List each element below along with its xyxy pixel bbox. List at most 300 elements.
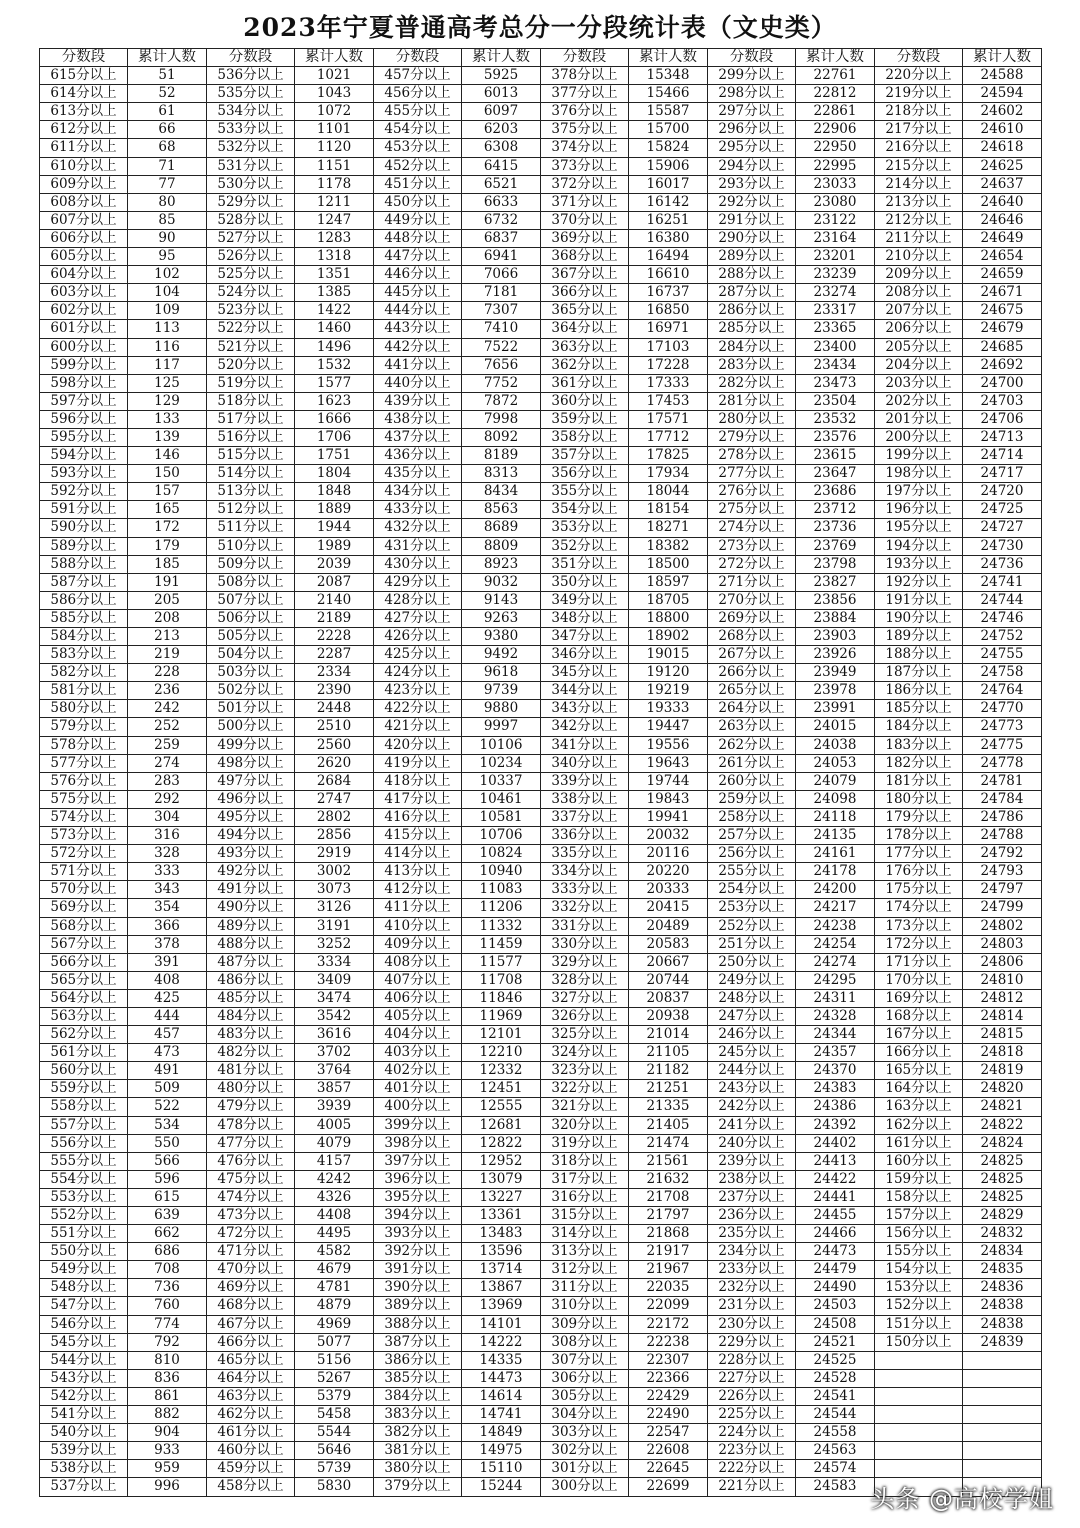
cumulative-count-cell: 22307	[629, 1351, 708, 1369]
cumulative-count-cell: 16850	[629, 302, 708, 320]
score-cell: 475分以上	[207, 1170, 295, 1188]
cumulative-count-cell	[963, 1460, 1042, 1478]
cumulative-count-cell: 24781	[963, 772, 1042, 790]
score-cell: 579分以上	[40, 718, 128, 736]
cumulative-count-cell: 24649	[963, 229, 1042, 247]
cumulative-count-cell: 172	[128, 519, 207, 537]
cumulative-count-cell: 5646	[295, 1442, 374, 1460]
table-row	[40, 718, 1042, 736]
cumulative-count-cell: 534	[128, 1116, 207, 1134]
score-cell: 574分以上	[40, 808, 128, 826]
cumulative-count-cell: 24422	[796, 1170, 875, 1188]
cumulative-count-cell: 6308	[462, 139, 541, 157]
table-row	[40, 591, 1042, 609]
cumulative-count-cell: 24135	[796, 827, 875, 845]
cumulative-count-cell: 13867	[462, 1279, 541, 1297]
cumulative-count-cell: 491	[128, 1062, 207, 1080]
cumulative-count-cell: 5267	[295, 1369, 374, 1387]
score-cell: 382分以上	[374, 1424, 462, 1442]
score-cell: 542分以上	[40, 1387, 128, 1405]
header-cell: 累计人数	[629, 49, 708, 67]
cumulative-count-cell: 15244	[462, 1478, 541, 1496]
cumulative-count-cell: 836	[128, 1369, 207, 1387]
score-cell: 572分以上	[40, 845, 128, 863]
cumulative-count-cell: 68	[128, 139, 207, 157]
cumulative-count-cell: 85	[128, 211, 207, 229]
cumulative-count-cell: 129	[128, 392, 207, 410]
score-cell: 602分以上	[40, 302, 128, 320]
cumulative-count-cell: 12555	[462, 1098, 541, 1116]
score-cell: 507分以上	[207, 591, 295, 609]
score-cell: 174分以上	[875, 899, 963, 917]
table-row	[40, 845, 1042, 863]
cumulative-count-cell: 24838	[963, 1315, 1042, 1333]
score-cell: 290分以上	[708, 229, 796, 247]
cumulative-count-cell: 11846	[462, 989, 541, 1007]
cumulative-count-cell: 24685	[963, 338, 1042, 356]
cumulative-count-cell: 1706	[295, 428, 374, 446]
cumulative-count-cell: 24675	[963, 302, 1042, 320]
cumulative-count-cell: 22861	[796, 103, 875, 121]
cumulative-count-cell: 6415	[462, 157, 541, 175]
cumulative-count-cell: 15824	[629, 139, 708, 157]
score-cell: 257分以上	[708, 827, 796, 845]
score-cell: 351分以上	[541, 555, 629, 573]
score-cell: 566分以上	[40, 953, 128, 971]
score-cell: 224分以上	[708, 1424, 796, 1442]
score-cell: 194分以上	[875, 537, 963, 555]
score-cell: 466分以上	[207, 1333, 295, 1351]
score-cell: 352分以上	[541, 537, 629, 555]
score-cell: 518分以上	[207, 392, 295, 410]
score-cell: 442分以上	[374, 338, 462, 356]
score-cell: 293分以上	[708, 175, 796, 193]
score-cell: 317分以上	[541, 1170, 629, 1188]
cumulative-count-cell: 24098	[796, 790, 875, 808]
cumulative-count-cell: 24834	[963, 1243, 1042, 1261]
cumulative-count-cell: 19941	[629, 808, 708, 826]
score-cell: 548分以上	[40, 1279, 128, 1297]
cumulative-count-cell: 5077	[295, 1333, 374, 1351]
cumulative-count-cell: 444	[128, 1007, 207, 1025]
cumulative-count-cell: 133	[128, 410, 207, 428]
cumulative-count-cell: 333	[128, 863, 207, 881]
score-cell: 393分以上	[374, 1225, 462, 1243]
score-cell: 599分以上	[40, 356, 128, 374]
score-cell: 308分以上	[541, 1333, 629, 1351]
score-cell: 356分以上	[541, 465, 629, 483]
score-cell: 334分以上	[541, 863, 629, 881]
cumulative-count-cell: 1623	[295, 392, 374, 410]
score-cell: 522分以上	[207, 320, 295, 338]
score-cell: 300分以上	[541, 1478, 629, 1496]
cumulative-count-cell: 24618	[963, 139, 1042, 157]
table-row	[40, 501, 1042, 519]
cumulative-count-cell: 304	[128, 808, 207, 826]
score-cell: 239分以上	[708, 1152, 796, 1170]
score-cell: 262分以上	[708, 736, 796, 754]
cumulative-count-cell: 15700	[629, 121, 708, 139]
score-cell: 284分以上	[708, 338, 796, 356]
cumulative-count-cell: 1072	[295, 103, 374, 121]
cumulative-count-cell: 2856	[295, 827, 374, 845]
score-cell: 610分以上	[40, 157, 128, 175]
cumulative-count-cell	[963, 1369, 1042, 1387]
score-cell: 202分以上	[875, 392, 963, 410]
score-cell: 480分以上	[207, 1080, 295, 1098]
cumulative-count-cell: 24758	[963, 664, 1042, 682]
score-cell: 230分以上	[708, 1315, 796, 1333]
score-cell: 436分以上	[374, 447, 462, 465]
cumulative-count-cell	[963, 1387, 1042, 1405]
score-cell: 407分以上	[374, 971, 462, 989]
cumulative-count-cell: 71	[128, 157, 207, 175]
cumulative-count-cell: 3334	[295, 953, 374, 971]
table-row	[40, 664, 1042, 682]
score-cell: 376分以上	[541, 103, 629, 121]
cumulative-count-cell: 14741	[462, 1406, 541, 1424]
score-cell: 164分以上	[875, 1080, 963, 1098]
score-cell: 223分以上	[708, 1442, 796, 1460]
score-cell: 513分以上	[207, 483, 295, 501]
score-cell: 478分以上	[207, 1116, 295, 1134]
cumulative-count-cell: 774	[128, 1315, 207, 1333]
cumulative-count-cell: 4969	[295, 1315, 374, 1333]
cumulative-count-cell: 24815	[963, 1026, 1042, 1044]
cumulative-count-cell: 95	[128, 248, 207, 266]
cumulative-count-cell: 24544	[796, 1406, 875, 1424]
cumulative-count-cell: 3073	[295, 881, 374, 899]
page-title: 2023年宁夏普通高考总分一分段统计表（文史类）	[243, 13, 837, 42]
score-cell: 314分以上	[541, 1225, 629, 1243]
cumulative-count-cell: 12101	[462, 1026, 541, 1044]
cumulative-count-cell: 8923	[462, 555, 541, 573]
cumulative-count-cell: 24746	[963, 609, 1042, 627]
cumulative-count-cell: 686	[128, 1243, 207, 1261]
score-cell: 586分以上	[40, 591, 128, 609]
score-cell: 215分以上	[875, 157, 963, 175]
score-cell: 432分以上	[374, 519, 462, 537]
header-cell: 分数段	[207, 49, 295, 67]
table-row	[40, 85, 1042, 103]
cumulative-count-cell: 52	[128, 85, 207, 103]
score-cell: 473分以上	[207, 1207, 295, 1225]
score-cell: 374分以上	[541, 139, 629, 157]
cumulative-count-cell: 23769	[796, 537, 875, 555]
table-row	[40, 790, 1042, 808]
score-cell: 375分以上	[541, 121, 629, 139]
cumulative-count-cell: 16380	[629, 229, 708, 247]
cumulative-count-cell: 24802	[963, 917, 1042, 935]
cumulative-count-cell: 9032	[462, 573, 541, 591]
score-cell: 576分以上	[40, 772, 128, 790]
cumulative-count-cell: 366	[128, 917, 207, 935]
score-cell: 365分以上	[541, 302, 629, 320]
table-row	[40, 121, 1042, 139]
cumulative-count-cell: 24118	[796, 808, 875, 826]
cumulative-count-cell: 328	[128, 845, 207, 863]
cumulative-count-cell: 7872	[462, 392, 541, 410]
table-row	[40, 1188, 1042, 1206]
table-row	[40, 157, 1042, 175]
cumulative-count-cell: 23164	[796, 229, 875, 247]
cumulative-count-cell: 1889	[295, 501, 374, 519]
score-cell: 422分以上	[374, 700, 462, 718]
table-row	[40, 483, 1042, 501]
cumulative-count-cell: 615	[128, 1188, 207, 1206]
cumulative-count-cell: 23903	[796, 628, 875, 646]
score-cell: 456分以上	[374, 85, 462, 103]
score-cell: 452分以上	[374, 157, 462, 175]
score-cell: 218分以上	[875, 103, 963, 121]
cumulative-count-cell: 10461	[462, 790, 541, 808]
score-cell: 515分以上	[207, 447, 295, 465]
cumulative-count-cell: 10706	[462, 827, 541, 845]
cumulative-count-cell: 708	[128, 1261, 207, 1279]
score-cell: 528分以上	[207, 211, 295, 229]
cumulative-count-cell: 18271	[629, 519, 708, 537]
table-row	[40, 1062, 1042, 1080]
cumulative-count-cell: 102	[128, 266, 207, 284]
score-cell: 186分以上	[875, 682, 963, 700]
score-cell: 336分以上	[541, 827, 629, 845]
score-cell: 388分以上	[374, 1315, 462, 1333]
cumulative-count-cell: 24736	[963, 555, 1042, 573]
cumulative-count-cell: 23991	[796, 700, 875, 718]
cumulative-count-cell: 24741	[963, 573, 1042, 591]
score-cell: 508分以上	[207, 573, 295, 591]
score-cell: 492分以上	[207, 863, 295, 881]
cumulative-count-cell: 18597	[629, 573, 708, 591]
header-cell: 分数段	[875, 49, 963, 67]
score-cell: 179分以上	[875, 808, 963, 826]
cumulative-count-cell: 24806	[963, 953, 1042, 971]
cumulative-count-cell: 11083	[462, 881, 541, 899]
score-cell: 360分以上	[541, 392, 629, 410]
score-cell: 501分以上	[207, 700, 295, 718]
cumulative-count-cell: 11577	[462, 953, 541, 971]
cumulative-count-cell: 316	[128, 827, 207, 845]
cumulative-count-cell: 21561	[629, 1152, 708, 1170]
table-row	[40, 1098, 1042, 1116]
cumulative-count-cell: 24466	[796, 1225, 875, 1243]
cumulative-count-cell: 24541	[796, 1387, 875, 1405]
score-cell: 477分以上	[207, 1134, 295, 1152]
table-row	[40, 175, 1042, 193]
score-cell: 604分以上	[40, 266, 128, 284]
cumulative-count-cell: 19333	[629, 700, 708, 718]
table-row	[40, 628, 1042, 646]
score-cell: 497分以上	[207, 772, 295, 790]
cumulative-count-cell: 2684	[295, 772, 374, 790]
score-cell: 578分以上	[40, 736, 128, 754]
cumulative-count-cell: 77	[128, 175, 207, 193]
score-cell: 362分以上	[541, 356, 629, 374]
cumulative-count-cell: 6941	[462, 248, 541, 266]
cumulative-count-cell: 408	[128, 971, 207, 989]
cumulative-count-cell: 904	[128, 1424, 207, 1442]
score-cell: 410分以上	[374, 917, 462, 935]
cumulative-count-cell: 7410	[462, 320, 541, 338]
score-cell: 546分以上	[40, 1315, 128, 1333]
score-cell: 533分以上	[207, 121, 295, 139]
score-cell: 405分以上	[374, 1007, 462, 1025]
cumulative-count-cell: 24819	[963, 1062, 1042, 1080]
cumulative-count-cell: 17333	[629, 374, 708, 392]
table-row	[40, 1243, 1042, 1261]
score-cell: 603分以上	[40, 284, 128, 302]
cumulative-count-cell: 24793	[963, 863, 1042, 881]
cumulative-count-cell: 24328	[796, 1007, 875, 1025]
score-cell: 568分以上	[40, 917, 128, 935]
score-cell: 416分以上	[374, 808, 462, 826]
table-row	[40, 410, 1042, 428]
cumulative-count-cell: 20032	[629, 827, 708, 845]
score-cell: 191分以上	[875, 591, 963, 609]
cumulative-count-cell: 1577	[295, 374, 374, 392]
cumulative-count-cell: 24744	[963, 591, 1042, 609]
score-cell: 173分以上	[875, 917, 963, 935]
watermark: 头条 @高校学姐	[870, 1485, 1054, 1513]
cumulative-count-cell: 7998	[462, 410, 541, 428]
cumulative-count-cell: 13714	[462, 1261, 541, 1279]
cumulative-count-cell: 2287	[295, 646, 374, 664]
cumulative-count-cell: 24720	[963, 483, 1042, 501]
score-cell	[875, 1424, 963, 1442]
score-cell: 431分以上	[374, 537, 462, 555]
score-cell: 331分以上	[541, 917, 629, 935]
score-cell: 210分以上	[875, 248, 963, 266]
score-cell: 364分以上	[541, 320, 629, 338]
score-cell: 264分以上	[708, 700, 796, 718]
cumulative-count-cell: 933	[128, 1442, 207, 1460]
cumulative-count-cell: 14975	[462, 1442, 541, 1460]
score-cell: 552分以上	[40, 1207, 128, 1225]
cumulative-count-cell	[963, 1351, 1042, 1369]
cumulative-count-cell: 23615	[796, 447, 875, 465]
score-cell: 411分以上	[374, 899, 462, 917]
score-cell: 559分以上	[40, 1080, 128, 1098]
cumulative-count-cell: 1989	[295, 537, 374, 555]
cumulative-count-cell: 23201	[796, 248, 875, 266]
score-cell: 180分以上	[875, 790, 963, 808]
score-cell: 159分以上	[875, 1170, 963, 1188]
score-cell: 261分以上	[708, 754, 796, 772]
score-cell: 321分以上	[541, 1098, 629, 1116]
score-cell: 267分以上	[708, 646, 796, 664]
cumulative-count-cell: 24610	[963, 121, 1042, 139]
score-cell: 597分以上	[40, 392, 128, 410]
table-row	[40, 863, 1042, 881]
score-cell: 531分以上	[207, 157, 295, 175]
score-cell: 197分以上	[875, 483, 963, 501]
score-cell: 265分以上	[708, 682, 796, 700]
cumulative-count-cell: 10234	[462, 754, 541, 772]
cumulative-count-cell: 23365	[796, 320, 875, 338]
score-cell: 348分以上	[541, 609, 629, 627]
cumulative-count-cell: 24637	[963, 175, 1042, 193]
cumulative-count-cell: 51	[128, 67, 207, 85]
score-cell: 207分以上	[875, 302, 963, 320]
table-row	[40, 519, 1042, 537]
cumulative-count-cell: 14473	[462, 1369, 541, 1387]
cumulative-count-cell: 24770	[963, 700, 1042, 718]
cumulative-count-cell: 24820	[963, 1080, 1042, 1098]
score-cell: 366分以上	[541, 284, 629, 302]
score-cell: 613分以上	[40, 103, 128, 121]
score-cell: 216分以上	[875, 139, 963, 157]
table-row	[40, 573, 1042, 591]
table-row	[40, 1333, 1042, 1351]
cumulative-count-cell: 23080	[796, 193, 875, 211]
score-cell: 391分以上	[374, 1261, 462, 1279]
score-cell: 438分以上	[374, 410, 462, 428]
cumulative-count-cell: 959	[128, 1460, 207, 1478]
cumulative-count-cell: 24778	[963, 754, 1042, 772]
score-cell: 415分以上	[374, 827, 462, 845]
score-cell: 488分以上	[207, 935, 295, 953]
score-cell: 551分以上	[40, 1225, 128, 1243]
score-cell: 280分以上	[708, 410, 796, 428]
cumulative-count-cell: 2189	[295, 609, 374, 627]
cumulative-count-cell: 19219	[629, 682, 708, 700]
score-cell: 408分以上	[374, 953, 462, 971]
cumulative-count-cell: 150	[128, 465, 207, 483]
cumulative-count-cell: 1351	[295, 266, 374, 284]
score-cell: 203分以上	[875, 374, 963, 392]
cumulative-count-cell: 274	[128, 754, 207, 772]
score-cell: 160分以上	[875, 1152, 963, 1170]
cumulative-count-cell: 24038	[796, 736, 875, 754]
score-cell: 588分以上	[40, 555, 128, 573]
cumulative-count-cell: 7752	[462, 374, 541, 392]
score-cell: 342分以上	[541, 718, 629, 736]
cumulative-count-cell: 236	[128, 682, 207, 700]
cumulative-count-cell: 15466	[629, 85, 708, 103]
score-cell: 338分以上	[541, 790, 629, 808]
cumulative-count-cell: 24755	[963, 646, 1042, 664]
cumulative-count-cell: 24370	[796, 1062, 875, 1080]
score-cell: 295分以上	[708, 139, 796, 157]
cumulative-count-cell: 425	[128, 989, 207, 1007]
score-cell: 611分以上	[40, 139, 128, 157]
score-cell: 506分以上	[207, 609, 295, 627]
score-cell: 606分以上	[40, 229, 128, 247]
cumulative-count-cell: 3542	[295, 1007, 374, 1025]
score-cell: 504分以上	[207, 646, 295, 664]
score-cell: 441分以上	[374, 356, 462, 374]
cumulative-count-cell: 24413	[796, 1152, 875, 1170]
score-cell: 177分以上	[875, 845, 963, 863]
cumulative-count-cell: 21182	[629, 1062, 708, 1080]
score-cell: 327分以上	[541, 989, 629, 1007]
score-cell: 243分以上	[708, 1080, 796, 1098]
score-cell: 493分以上	[207, 845, 295, 863]
cumulative-count-cell: 23827	[796, 573, 875, 591]
score-cell: 464分以上	[207, 1369, 295, 1387]
cumulative-count-cell: 24825	[963, 1152, 1042, 1170]
score-cell: 535分以上	[207, 85, 295, 103]
cumulative-count-cell: 19556	[629, 736, 708, 754]
score-cell: 217分以上	[875, 121, 963, 139]
score-cell: 161分以上	[875, 1134, 963, 1152]
score-cell: 403分以上	[374, 1044, 462, 1062]
score-cell: 577分以上	[40, 754, 128, 772]
score-cell: 228分以上	[708, 1351, 796, 1369]
cumulative-count-cell: 861	[128, 1387, 207, 1405]
score-cell	[875, 1460, 963, 1478]
score-cell: 615分以上	[40, 67, 128, 85]
